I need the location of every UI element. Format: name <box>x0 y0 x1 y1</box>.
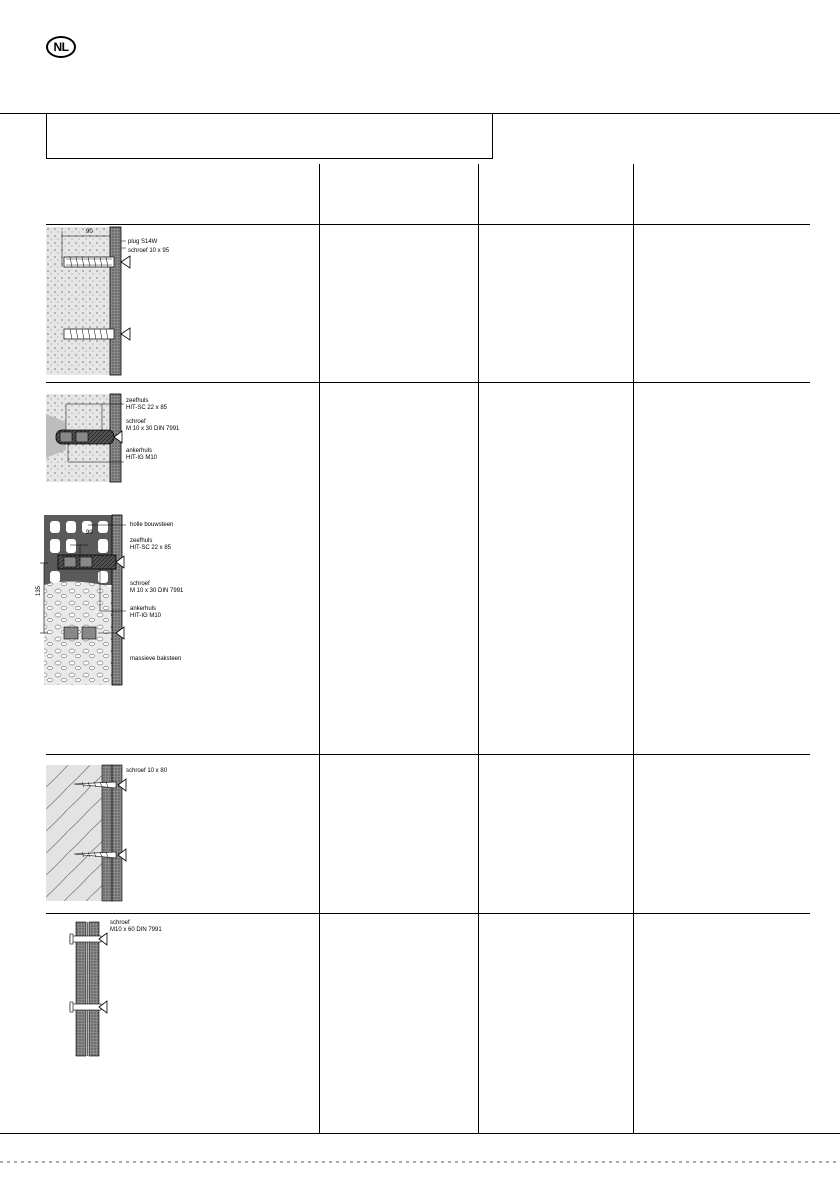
fig3-hollow-label: holle bouwsteen <box>130 522 174 528</box>
fig2-anchor-label: ankerhuls HIT-IG M10 <box>126 448 158 461</box>
fig3-anchor-label: ankerhuls HIT-IG M10 <box>130 606 162 619</box>
figure-hollow-brick-anchor-drawing <box>40 515 126 685</box>
language-badge: NL <box>46 36 76 58</box>
row-separator-3 <box>46 913 810 914</box>
fig1-plug-label: plug S14W <box>128 239 158 245</box>
row-separator-1 <box>46 382 810 383</box>
column-divider-1 <box>319 164 320 1134</box>
fig1-dimension: 90 <box>86 229 93 235</box>
cut-line <box>0 1160 840 1164</box>
fig3-screw-label: schroef M 10 x 30 DIN 7991 <box>130 581 184 594</box>
fig3-solid-label: massieve baksteen <box>130 656 182 662</box>
footer-rule <box>0 1133 840 1134</box>
title-box <box>46 114 493 159</box>
fig4-screw-label: schroef 10 x 80 <box>126 768 168 774</box>
column-divider-3 <box>633 164 634 1134</box>
figure-through-bolt-drawing <box>64 922 110 1056</box>
figure-concrete-plug-drawing <box>46 227 126 375</box>
row-separator-2 <box>46 754 810 755</box>
fig3-dimension: 90 <box>86 530 93 536</box>
figure-injection-anchor-drawing <box>46 394 126 482</box>
fig3-sleeve-label: zeefhuls HIT-SC 22 x 85 <box>130 538 172 551</box>
fig2-screw-label: schroef M 10 x 30 DIN 7991 <box>126 419 180 432</box>
fig2-sleeve-label: zeefhuls HIT-SC 22 x 85 <box>126 398 168 411</box>
figure-timber-screw-drawing <box>46 765 126 901</box>
fig3-side-dimension: 135 <box>36 585 42 596</box>
column-divider-2 <box>478 164 479 1134</box>
fig1-screw-label: schroef 10 x 95 <box>128 248 170 254</box>
table-header-rule <box>46 224 810 225</box>
fig5-screw-label: schroef M10 x 60 DIN 7991 <box>110 920 162 933</box>
